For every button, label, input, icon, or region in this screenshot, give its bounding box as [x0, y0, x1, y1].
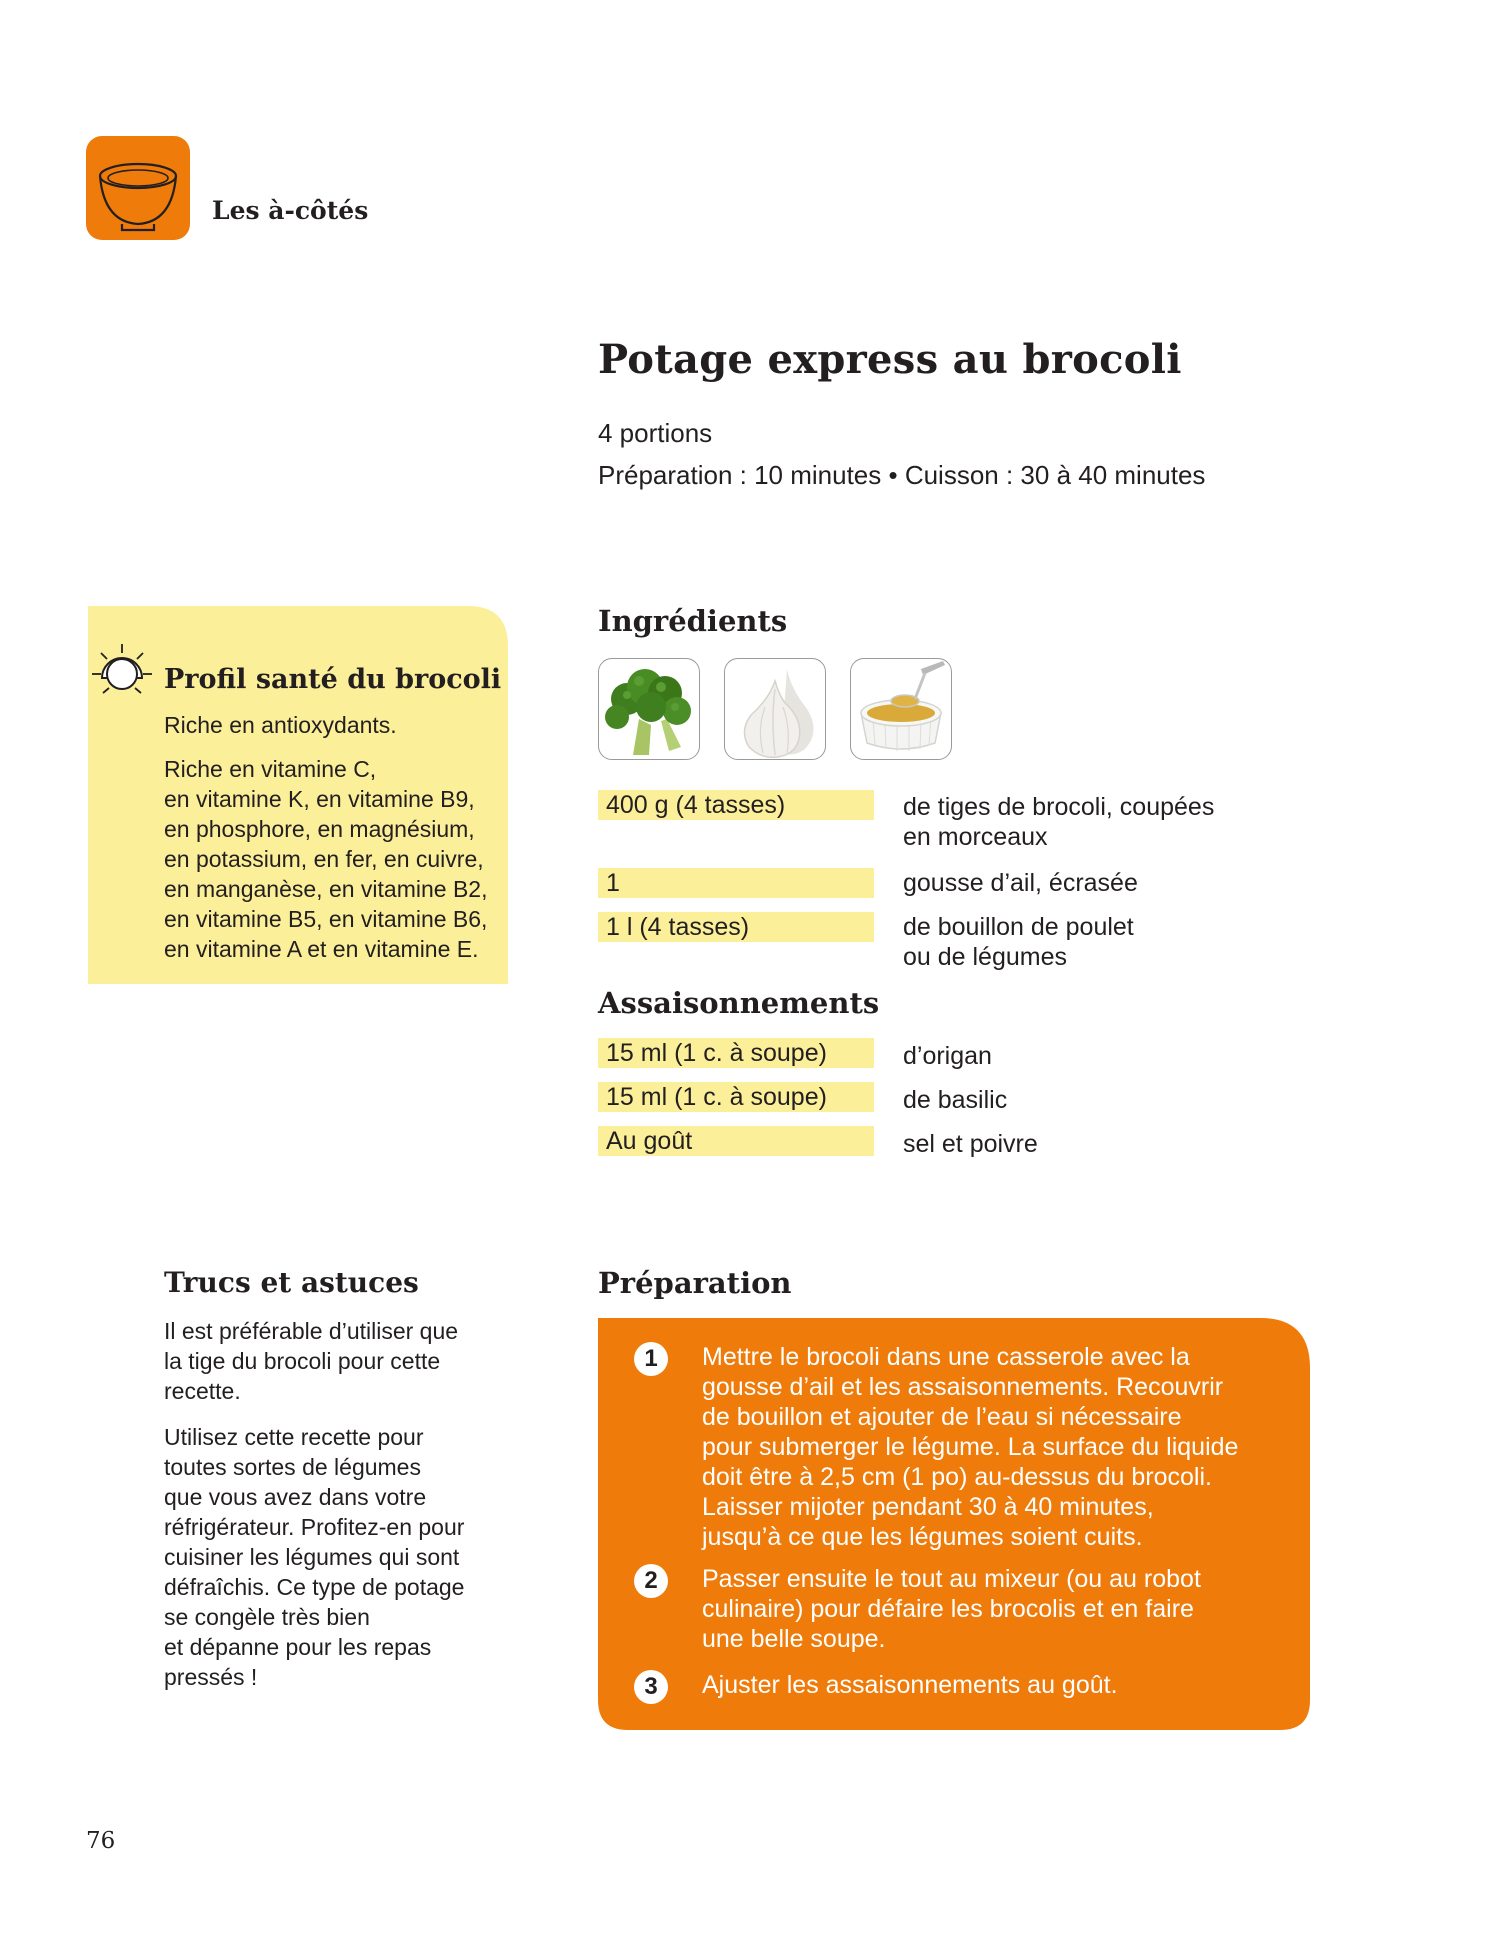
- preparation-title: Préparation: [598, 1266, 792, 1300]
- garlic-image: [724, 658, 826, 760]
- seasoning-desc: d’origan: [903, 1042, 992, 1070]
- seasoning-desc: de basilic: [903, 1086, 1008, 1114]
- timing-text: Préparation : 10 minutes • Cuisson : 30 à 40 minutes: [598, 460, 1206, 490]
- seasoning-qty: Au goût: [598, 1126, 874, 1156]
- seasoning-qty: 15 ml (1 c. à soupe): [598, 1082, 874, 1112]
- step-text: Mettre le brocoli dans une casserole avec la gousse d’ail et les assaisonnements. Recouvrir de bouillon et ajouter de l’eau si nécessaire pour submerger le légume. La surface du liquide doit être à 2,5 cm (1 po) au-dessus du brocoli. Laisser mijoter pendant 30 à 40 minutes, jusqu’à ce que les légumes soient cuits.: [702, 1343, 1239, 1551]
- ingredient-qty: 1 l (4 tasses): [598, 912, 874, 942]
- step-text: Ajuster les assaisonnements au goût.: [702, 1671, 1118, 1699]
- preparation-box: [598, 1318, 1310, 1730]
- seasonings-title: Assaisonnements: [598, 986, 880, 1020]
- health-paragraph: Riche en vitamine C, en vitamine K, en vitamine B9, en phosphore, en magnésium, en potassium, en fer, en cuivre, en manganèse, en vitamine B2, en vitamine B5, en vitamine B6, en vitamine A et en vitamine E.: [164, 756, 488, 962]
- ingredient-desc: de tiges de brocoli, coupées en morceaux: [903, 793, 1215, 851]
- broccoli-image: [598, 658, 700, 760]
- ingredients-title: Ingrédients: [598, 604, 788, 638]
- step-text: Passer ensuite le tout au mixeur (ou au robot culinaire) pour défaire les brocolis et en faire une belle soupe.: [702, 1565, 1201, 1653]
- tips-text: [164, 1316, 494, 1708]
- seasoning-qty: 15 ml (1 c. à soupe): [598, 1038, 874, 1068]
- step-number: 2: [634, 1564, 668, 1598]
- tips-title: Trucs et astuces: [164, 1266, 419, 1299]
- seasoning-desc: sel et poivre: [903, 1130, 1038, 1158]
- ingredient-desc: gousse d’ail, écrasée: [903, 869, 1138, 897]
- ingredient-qty: 400 g (4 tasses): [598, 790, 874, 820]
- section-badge: [86, 136, 190, 240]
- bowl-icon: [86, 136, 190, 240]
- health-profile-text: [164, 710, 504, 978]
- tips-paragraph: Il est préférable d’utiliser que la tige du brocoli pour cette recette.: [164, 1318, 459, 1404]
- sun-icon: [88, 638, 158, 703]
- section-label: Les à-côtés: [212, 196, 369, 225]
- page-number: 76: [86, 1828, 116, 1854]
- portions-text: 4 portions: [598, 418, 713, 448]
- health-profile-title: Profil santé du brocoli: [164, 664, 502, 695]
- tips-paragraph: Utilisez cette recette pour toutes sortes de légumes que vous avez dans votre réfrigérateur. Profitez-en pour cuisiner les légumes qui sont défraîchis. Ce type de potage se congèle très bien et dépanne pour les repas pressés !: [164, 1424, 465, 1690]
- ingredient-qty: 1: [598, 868, 874, 898]
- health-paragraph: Riche en antioxydants.: [164, 712, 397, 738]
- step-number: 1: [634, 1342, 668, 1376]
- broth-image: [850, 658, 952, 760]
- recipe-title: Potage express au brocoli: [598, 336, 1182, 383]
- ingredient-desc: de bouillon de poulet ou de légumes: [903, 913, 1134, 971]
- step-number: 3: [634, 1670, 668, 1704]
